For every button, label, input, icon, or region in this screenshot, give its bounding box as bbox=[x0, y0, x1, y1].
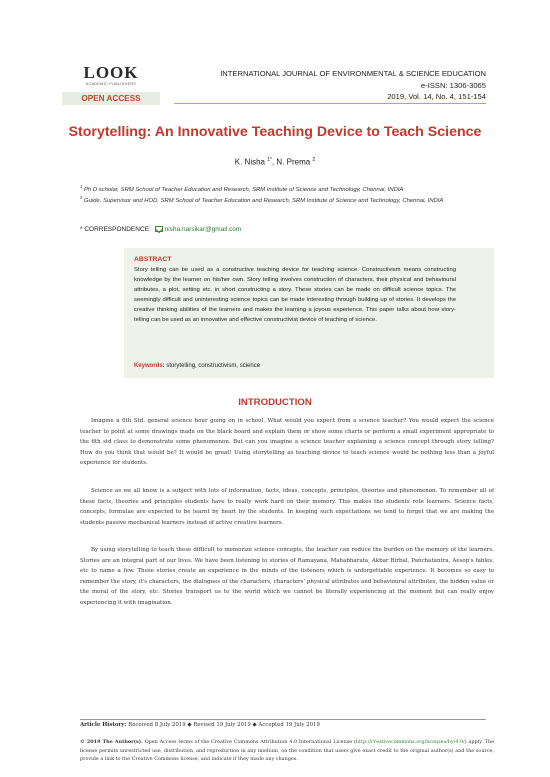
journal-issn: e-ISSN: 1306-3065 bbox=[420, 80, 486, 90]
author-1: K. Nisha bbox=[234, 157, 265, 167]
paper-title: Storytelling: An Innovative Teaching Device to Teach Science bbox=[68, 124, 482, 140]
affiliation-1-text: Ph D scholar, SRM School of Teacher Education and Research, SRM Institute of Science and Technology, Chennai, INDIA bbox=[83, 186, 404, 193]
license-text-a: Open Access terms of the Creative Commons Attribution 4.0 International License ( bbox=[144, 739, 356, 745]
correspondence-label: * CORRESPONDENCE: bbox=[80, 226, 151, 233]
affiliation-2-text: Guide, Supervisor and HOD, SRM School of Teacher Education and Research, SRM Institute of Science and Technology, Chennai, INDIA bbox=[83, 197, 444, 204]
keywords-label: Keywords: bbox=[134, 363, 165, 369]
journal-volume: 2019, Vol. 14, No. 4, 151-154 bbox=[387, 92, 486, 101]
affiliation-2-mark: 2 bbox=[80, 195, 83, 200]
affiliation-1-mark: 1 bbox=[80, 184, 83, 189]
author-1-mark: 1* bbox=[267, 157, 272, 163]
journal-logo bbox=[62, 64, 160, 87]
author-2-mark: 2 bbox=[312, 157, 316, 163]
introduction-heading: INTRODUCTION bbox=[238, 397, 312, 408]
keywords bbox=[134, 363, 260, 369]
footer-divider bbox=[80, 719, 486, 720]
article-history-dates: Received 8 July 2019 ◆ Revised 19 July 2019 ◆ Accepted 19 July 2019 bbox=[128, 722, 320, 728]
journal-name: INTERNATIONAL JOURNAL OF ENVIRONMENTAL & SCIENCE EDUCATION bbox=[220, 69, 486, 78]
license-note bbox=[80, 738, 494, 764]
header-divider bbox=[174, 103, 486, 104]
affiliation-2 bbox=[80, 193, 486, 206]
envelope-icon bbox=[155, 226, 163, 232]
copyright-notice: © 2019 The Author(s). bbox=[80, 739, 143, 745]
author-2: N. Prema bbox=[276, 157, 311, 167]
abstract-text: Story telling can be used as a constructive teaching device for teaching science. Constructivism means constructing knowledge by the learner on his/her own. Story telling involves construction of characters, their physical and behavioural attributes, a plot, setting etc. in short constructing a story. These stories can be made on difficult science topics. The seemingly difficult and uninteresting science topics can be made interesting through building up of stories. It develops the creative thinking abilities of the learners and makes the learning a joyous experience. This paper talks about how story-telling can be used as an innovative and effective constructivist device of teaching of science. bbox=[134, 267, 456, 323]
open-access-badge: OPEN ACCESS bbox=[62, 92, 160, 105]
license-text-b: ) apply. The license permits unrestricted use, distribution, and reproduction in any medium, on the condition that users give exact credit to the original author(s) and the source, provide a link to the Creative Commons license, and indicate if they made any changes. bbox=[80, 739, 494, 762]
intro-paragraph-3: By using storytelling to teach these difficult to memorize science concepts, the teacher can reduce the burden on the memory of the learners. Stories are an integral part of our lives. We have been listening to stories of Ramayana, Mahabharata, Akbar Birbal, Panchatantra, Aesop's fables, etc to name a few. These stories create an experience in the minds of the listeners which is unforgettable experience. It becomes so easy to remember the story, it's characters, the dialogues of the characters, characters' physical attributes and behavioural attributes, the hidden value or the moral of the story, etc. Stories transport us to the world which we cannot be literally experiencing at the moment but can really enjoy experiencing it with imagination. bbox=[80, 547, 494, 606]
license-link[interactable]: http://creativecommons.org/licenses/by/4.0/ bbox=[355, 739, 465, 745]
logo-subtitle: ACADEMIC PUBLISHERS bbox=[85, 82, 137, 86]
article-history bbox=[80, 722, 320, 728]
author-separator: , bbox=[271, 157, 277, 167]
abstract-heading: ABSTRACT bbox=[134, 256, 172, 263]
correspondence bbox=[80, 226, 241, 233]
correspondence-email-link[interactable]: nisha.narsikar@gmail.com bbox=[164, 226, 242, 233]
intro-paragraph-2: Science as we all know is a subject with lots of information, facts, ideas, concepts, principles, theories and phenomenon. To remember all of these facts, theories and principles students have to really work hard on their memory. This makes the students rote learners. Science facts, concepts, formulae are expected to be learnt by heart by the students. In keeping such expectations we tend to forget that we are making the students passive mechanical learners instead of active creative learners. bbox=[80, 488, 494, 526]
intro-paragraph-1: Imagine a 6th Std. general science hour going on in school. What would you expect from a science teacher? You would expect the science teacher to point at some drawings made on the black board and explain them or show some charts or perform a small experiment appropriate to the 6th std class to demonstrate some phenomenon. But can you imagine a science teacher explaining a science concept through story telling? How do you think that would be? It would be great! Using storytelling as teaching device to teach science would be nothing less than a joyful experience for students. bbox=[80, 418, 494, 466]
author-line bbox=[0, 157, 550, 167]
keywords-list: storytelling, constructivism, science bbox=[166, 363, 261, 369]
journal-info bbox=[220, 68, 486, 103]
logo-word: LOOK bbox=[83, 63, 139, 82]
article-history-label: Article History: bbox=[80, 722, 127, 728]
